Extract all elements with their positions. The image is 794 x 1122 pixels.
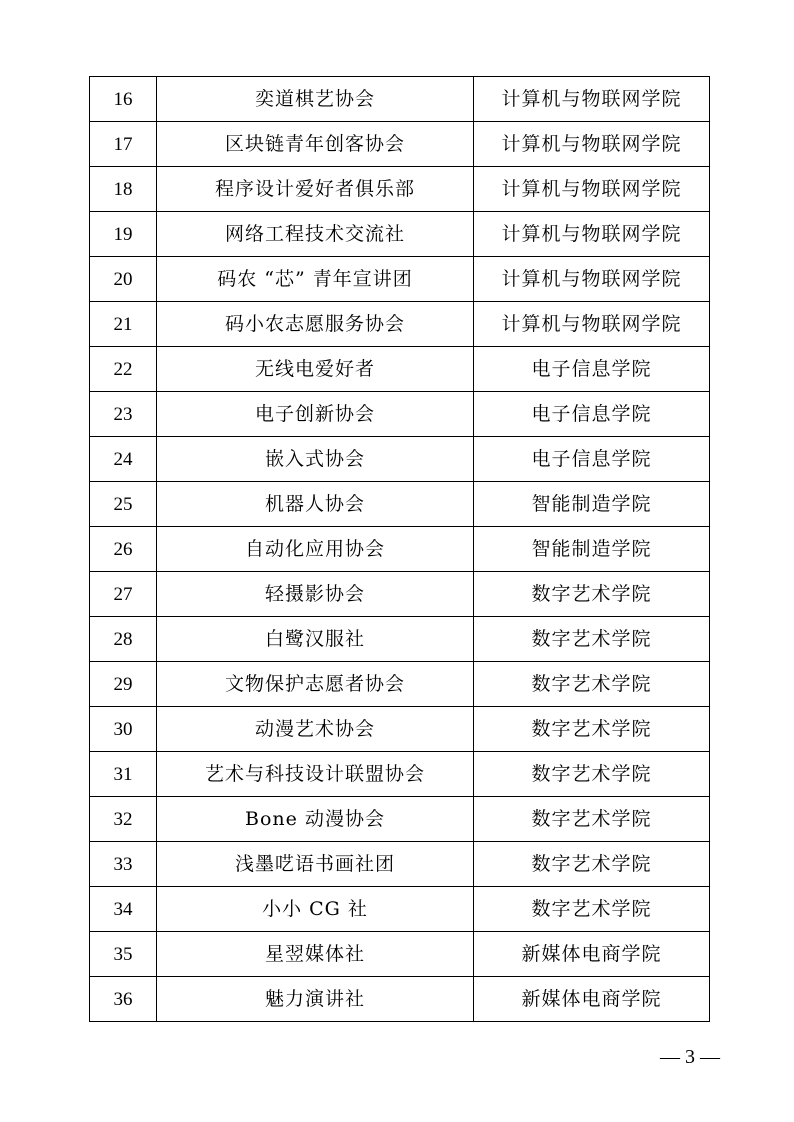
table-row: [90, 167, 710, 212]
college-name: 数字艺术学院: [474, 752, 710, 797]
club-name: 动漫艺术协会: [157, 707, 474, 752]
row-number: 28: [90, 617, 157, 662]
row-number: 16: [90, 77, 157, 122]
college-name: 电子信息学院: [474, 347, 710, 392]
college-name: 数字艺术学院: [474, 617, 710, 662]
page-number: — 3 —: [660, 1046, 720, 1068]
club-name: 无线电爱好者: [157, 347, 474, 392]
college-name: 计算机与物联网学院: [474, 212, 710, 257]
row-number: 31: [90, 752, 157, 797]
row-number: 30: [90, 707, 157, 752]
club-name: 程序设计爱好者俱乐部: [157, 167, 474, 212]
row-number: 17: [90, 122, 157, 167]
row-number: 34: [90, 887, 157, 932]
club-name: 轻摄影协会: [157, 572, 474, 617]
college-name: 数字艺术学院: [474, 842, 710, 887]
table-row: [90, 347, 710, 392]
table-row: [90, 257, 710, 302]
college-name: 智能制造学院: [474, 482, 710, 527]
college-name: 计算机与物联网学院: [474, 257, 710, 302]
table-row: [90, 212, 710, 257]
table-row: [90, 977, 710, 1022]
table-row: [90, 707, 710, 752]
college-name: 智能制造学院: [474, 527, 710, 572]
row-number: 22: [90, 347, 157, 392]
club-name: 电子创新协会: [157, 392, 474, 437]
row-number: 21: [90, 302, 157, 347]
table-row: [90, 572, 710, 617]
college-name: 计算机与物联网学院: [474, 77, 710, 122]
table-row: [90, 392, 710, 437]
club-name: 奕道棋艺协会: [157, 77, 474, 122]
college-name: 计算机与物联网学院: [474, 122, 710, 167]
club-name: 区块链青年创客协会: [157, 122, 474, 167]
club-name: 小小 CG 社: [157, 887, 474, 932]
row-number: 35: [90, 932, 157, 977]
college-name: 新媒体电商学院: [474, 977, 710, 1022]
college-name: 电子信息学院: [474, 437, 710, 482]
table-row: [90, 302, 710, 347]
college-name: 新媒体电商学院: [474, 932, 710, 977]
club-name: 码农 “芯” 青年宣讲团: [157, 257, 474, 302]
row-number: 23: [90, 392, 157, 437]
club-name: Bone 动漫协会: [157, 797, 474, 842]
college-name: 电子信息学院: [474, 392, 710, 437]
club-name: 文物保护志愿者协会: [157, 662, 474, 707]
college-name: 数字艺术学院: [474, 797, 710, 842]
row-number: 18: [90, 167, 157, 212]
table-row: [90, 797, 710, 842]
table-row: [90, 752, 710, 797]
row-number: 26: [90, 527, 157, 572]
club-name: 机器人协会: [157, 482, 474, 527]
college-name: 数字艺术学院: [474, 707, 710, 752]
table-row: [90, 482, 710, 527]
club-name: 嵌入式协会: [157, 437, 474, 482]
row-number: 27: [90, 572, 157, 617]
college-name: 计算机与物联网学院: [474, 167, 710, 212]
row-number: 24: [90, 437, 157, 482]
table-row: [90, 932, 710, 977]
table-row: [90, 842, 710, 887]
club-name: 浅墨呓语书画社团: [157, 842, 474, 887]
table-row: [90, 617, 710, 662]
table-row: [90, 122, 710, 167]
row-number: 33: [90, 842, 157, 887]
college-name: 计算机与物联网学院: [474, 302, 710, 347]
table-row: [90, 887, 710, 932]
club-name: 码小农志愿服务协会: [157, 302, 474, 347]
table-row: [90, 527, 710, 572]
row-number: 25: [90, 482, 157, 527]
row-number: 20: [90, 257, 157, 302]
college-name: 数字艺术学院: [474, 662, 710, 707]
club-name: 星翌媒体社: [157, 932, 474, 977]
college-name: 数字艺术学院: [474, 887, 710, 932]
table-row: [90, 662, 710, 707]
table-row: [90, 437, 710, 482]
row-number: 29: [90, 662, 157, 707]
row-number: 19: [90, 212, 157, 257]
row-number: 32: [90, 797, 157, 842]
club-table: [89, 76, 710, 1022]
college-name: 数字艺术学院: [474, 572, 710, 617]
club-name: 网络工程技术交流社: [157, 212, 474, 257]
table-row: [90, 77, 710, 122]
club-name: 魅力演讲社: [157, 977, 474, 1022]
club-name: 白鹭汉服社: [157, 617, 474, 662]
club-name: 自动化应用协会: [157, 527, 474, 572]
row-number: 36: [90, 977, 157, 1022]
club-table-body: [90, 77, 710, 1022]
club-name: 艺术与科技设计联盟协会: [157, 752, 474, 797]
